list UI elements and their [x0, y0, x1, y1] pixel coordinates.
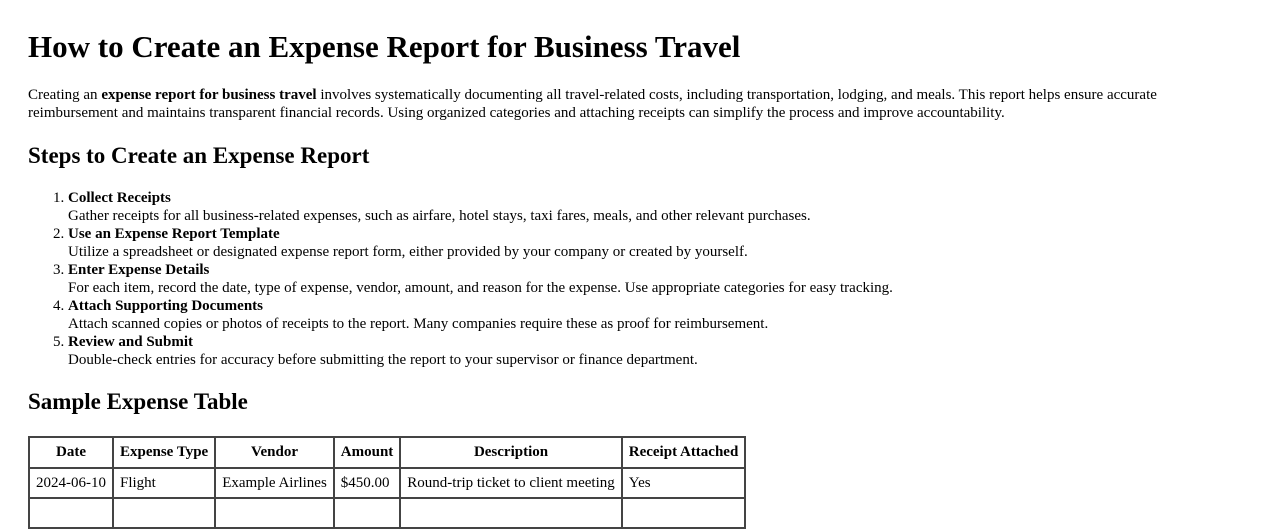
cell-receipt-attached: Yes	[622, 468, 746, 498]
cell-description: Round-trip ticket to client meeting	[400, 468, 621, 498]
cell-date: 2024-06-10	[29, 468, 113, 498]
steps-heading: Steps to Create an Expense Report	[28, 143, 370, 168]
cell-amount	[334, 498, 401, 528]
column-header-expense-type: Expense Type	[113, 437, 215, 468]
intro-text-start: Creating an	[28, 87, 102, 103]
column-header-date: Date	[29, 437, 113, 468]
step-item	[68, 261, 893, 297]
cell-expense-type	[113, 498, 215, 528]
step-title: 5. Review and Submit	[68, 334, 194, 350]
intro-text-end: involves systematically documenting all travel-related costs, including transportation, lodging, and meals. This report helps ensure accurate reimbursement and maintains transparent financial records. Using organized categories and attaching receipts can simplify the process and improve accountability.	[28, 87, 1157, 121]
step-description: For each item, record the date, type of expense, vendor, amount, and reason for the expense. Use appropriate categories for easy tracking.	[68, 280, 893, 296]
step-description: Gather receipts for all business-related expenses, such as airfare, hotel stays, taxi fares, meals, and other relevant purchases.	[68, 208, 811, 224]
table-heading: Sample Expense Table	[28, 389, 248, 414]
intro-paragraph	[28, 86, 1250, 122]
step-item	[68, 297, 893, 333]
step-title: 4. Attach Supporting Documents	[68, 298, 264, 314]
table-header-row	[29, 437, 745, 468]
intro-bold-phrase: expense report for business travel	[101, 87, 317, 103]
column-header-receipt-attached: Receipt Attached	[622, 437, 746, 468]
cell-vendor	[215, 498, 334, 528]
expense-table	[28, 436, 746, 529]
page-title: How to Create an Expense Report for Business Travel	[28, 29, 741, 64]
step-title: 3. Enter Expense Details	[68, 262, 210, 278]
cell-amount: $450.00	[334, 468, 401, 498]
column-header-amount: Amount	[334, 437, 401, 468]
step-item	[68, 225, 893, 261]
steps-list	[28, 189, 893, 369]
cell-vendor: Example Airlines	[215, 468, 334, 498]
step-description: Utilize a spreadsheet or designated expense report form, either provided by your company or created by yourself.	[68, 244, 748, 260]
step-description: Double-check entries for accuracy before submitting the report to your supervisor or finance department.	[68, 352, 698, 368]
step-item	[68, 333, 893, 369]
step-title: 2. Use an Expense Report Template	[68, 226, 280, 242]
step-item	[68, 189, 893, 225]
cell-receipt-attached	[622, 498, 746, 528]
cell-date	[29, 498, 113, 528]
step-description: Attach scanned copies or photos of receipts to the report. Many companies require these as proof for reimbursement.	[68, 316, 769, 332]
cell-expense-type: Flight	[113, 468, 215, 498]
table-row	[29, 468, 745, 498]
step-title: 1. Collect Receipts	[68, 190, 171, 206]
cell-description	[400, 498, 621, 528]
column-header-vendor: Vendor	[215, 437, 334, 468]
column-header-description: Description	[400, 437, 621, 468]
table-row	[29, 498, 745, 528]
